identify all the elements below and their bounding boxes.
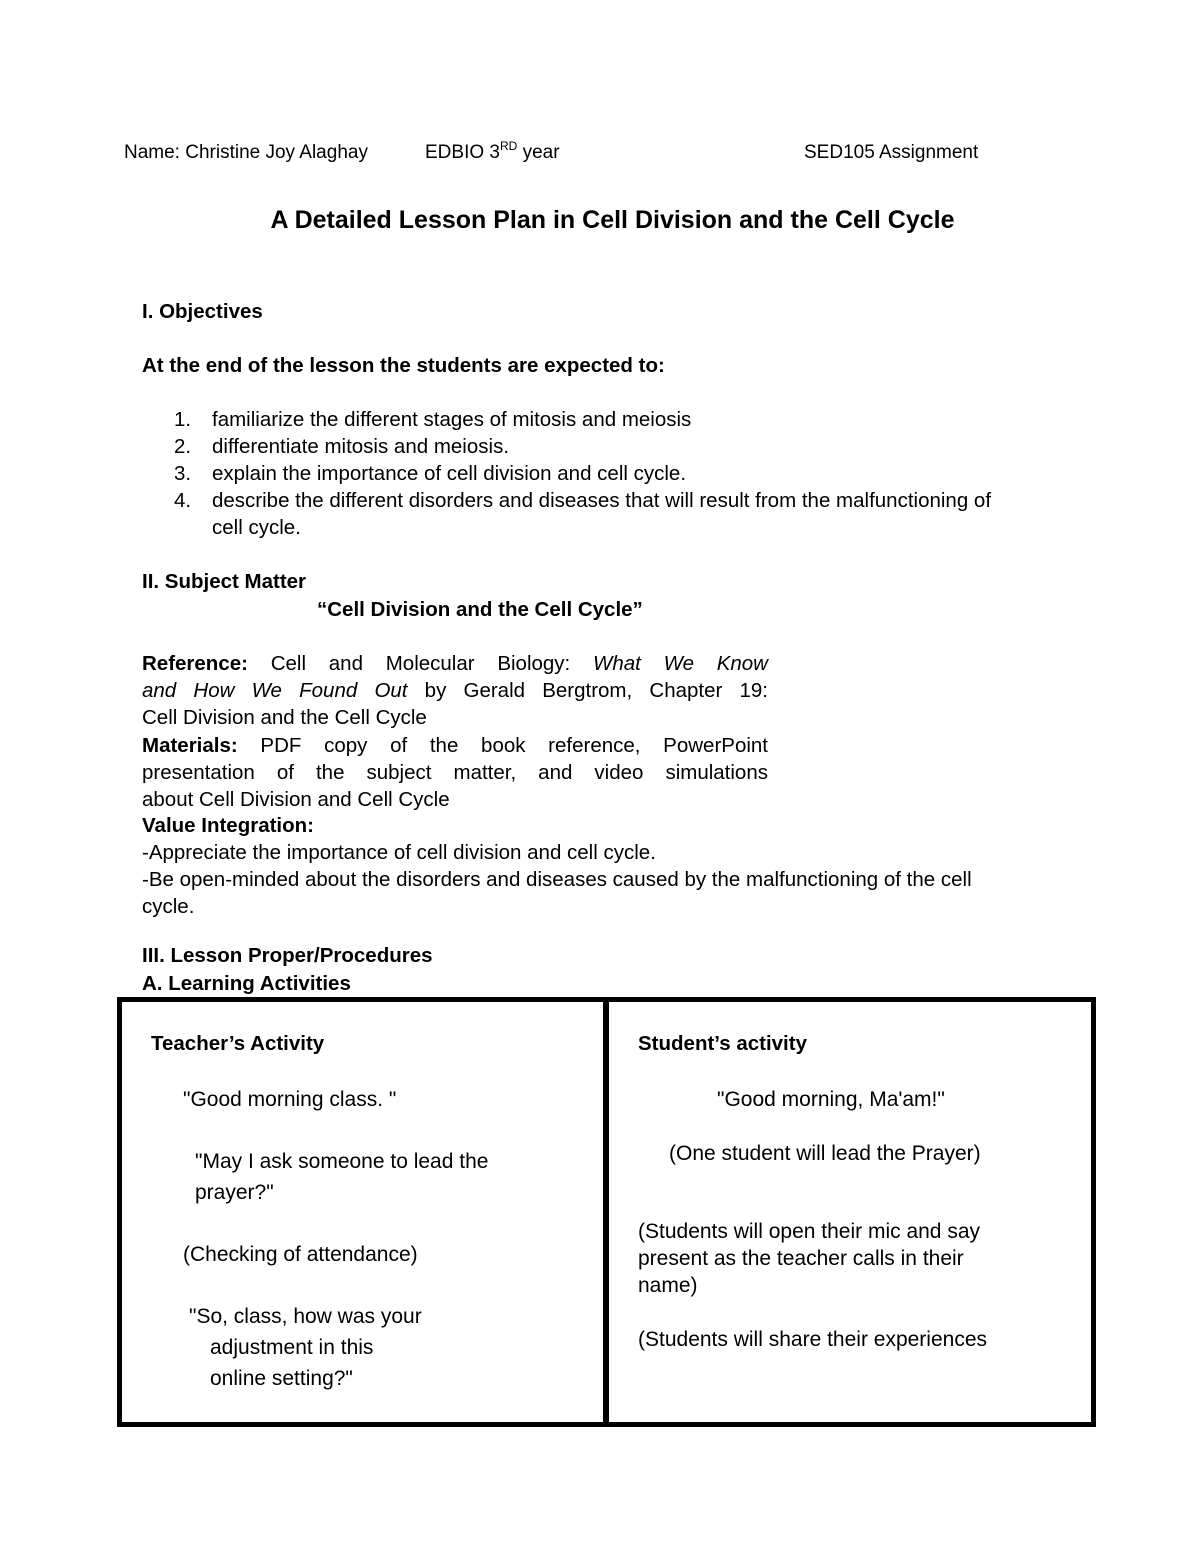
student-prayer: (One student will lead the Prayer) <box>669 1142 981 1165</box>
subject-matter-heading: II. Subject Matter <box>142 570 307 593</box>
materials-line-3: about Cell Division and Cell Cycle <box>142 788 450 812</box>
reference-book-title: What We Know <box>593 652 768 675</box>
reference-line-3: Cell Division and the Cell Cycle <box>142 706 427 730</box>
list-item <box>142 487 1122 541</box>
table-divider <box>603 997 609 1427</box>
course-prefix: EDBIO 3 <box>425 142 500 163</box>
course-suffix: year <box>517 142 560 163</box>
student-attendance: (Students will open their mic and say <box>638 1220 980 1243</box>
list-item <box>142 406 1122 433</box>
lesson-heading: III. Lesson Proper/Procedures <box>142 944 433 967</box>
materials-line-2: presentation of the subject matter, and video simulations <box>142 760 768 784</box>
list-number: 4. <box>174 489 192 512</box>
student-name: Name: Christine Joy Alaghay <box>124 142 368 163</box>
learning-activities-heading: A. Learning Activities <box>142 972 351 995</box>
reference-author: by Gerald Bergtrom, Chapter 19: <box>407 679 768 703</box>
list-text: explain the importance of cell division and cell cycle. <box>212 462 687 485</box>
reference-book-title-cont: and How We Found Out <box>142 679 408 703</box>
student-attendance-end: name) <box>638 1274 698 1297</box>
subject-topic: “Cell Division and the Cell Cycle” <box>317 598 643 621</box>
reference-label: Reference: <box>142 652 248 675</box>
reference-materials-block <box>142 650 768 813</box>
reference-text: Cell and Molecular Biology: <box>247 652 593 675</box>
objectives-heading: I. Objectives <box>142 300 263 323</box>
objectives-list <box>142 406 1122 541</box>
value-item-1: -Appreciate the importance of cell division and cell cycle. <box>142 841 656 864</box>
reference-line-1 <box>142 650 768 677</box>
course-year <box>425 139 560 164</box>
teacher-prayer-request-cont: prayer?" <box>195 1181 274 1204</box>
value-item-2-cont: cycle. <box>142 895 195 918</box>
list-number: 2. <box>174 435 192 458</box>
materials-text: PDF copy of the book reference, PowerPoint <box>237 733 768 757</box>
value-item-2: -Be open-minded about the disorders and diseases caused by the malfunctioning of the cell <box>142 868 972 891</box>
teacher-adjustment-question: "So, class, how was your <box>189 1305 422 1328</box>
list-text: differentiate mitosis and meiosis. <box>212 435 510 458</box>
list-number: 3. <box>174 462 192 485</box>
list-text-line: describe the different disorders and diseases that will result from the malfunctioning of <box>212 489 992 512</box>
list-number: 1. <box>174 408 192 431</box>
list-text <box>212 487 1122 541</box>
teacher-adjustment-question-end: online setting?" <box>210 1367 353 1390</box>
student-greeting: "Good morning, Ma'am!" <box>717 1088 945 1111</box>
materials-label: Materials: <box>142 733 238 757</box>
reference-line-2 <box>142 677 768 704</box>
list-text-continuation: cell cycle. <box>212 516 301 539</box>
value-integration-label: Value Integration: <box>142 814 314 837</box>
list-text: familiarize the different stages of mitosis and meiosis <box>212 408 692 431</box>
teacher-attendance: (Checking of attendance) <box>183 1243 418 1266</box>
teacher-greeting: "Good morning class. " <box>183 1088 397 1111</box>
teacher-activity-header: Teacher’s Activity <box>151 1032 325 1055</box>
student-activity-header: Student’s activity <box>638 1032 807 1055</box>
course-superscript: RD <box>499 139 518 153</box>
list-item <box>142 433 1122 460</box>
student-attendance-cont: present as the teacher calls in their <box>638 1247 964 1270</box>
objectives-intro: At the end of the lesson the students are expected to: <box>142 354 665 377</box>
assignment-label: SED105 Assignment <box>804 142 979 163</box>
teacher-prayer-request: "May I ask someone to lead the <box>195 1150 489 1173</box>
page-title: A Detailed Lesson Plan in Cell Division and the Cell Cycle <box>270 206 955 234</box>
materials-line-1 <box>142 732 768 759</box>
list-item <box>142 460 1122 487</box>
student-share: (Students will share their experiences <box>638 1328 988 1351</box>
teacher-adjustment-question-cont: adjustment in this <box>210 1336 374 1359</box>
